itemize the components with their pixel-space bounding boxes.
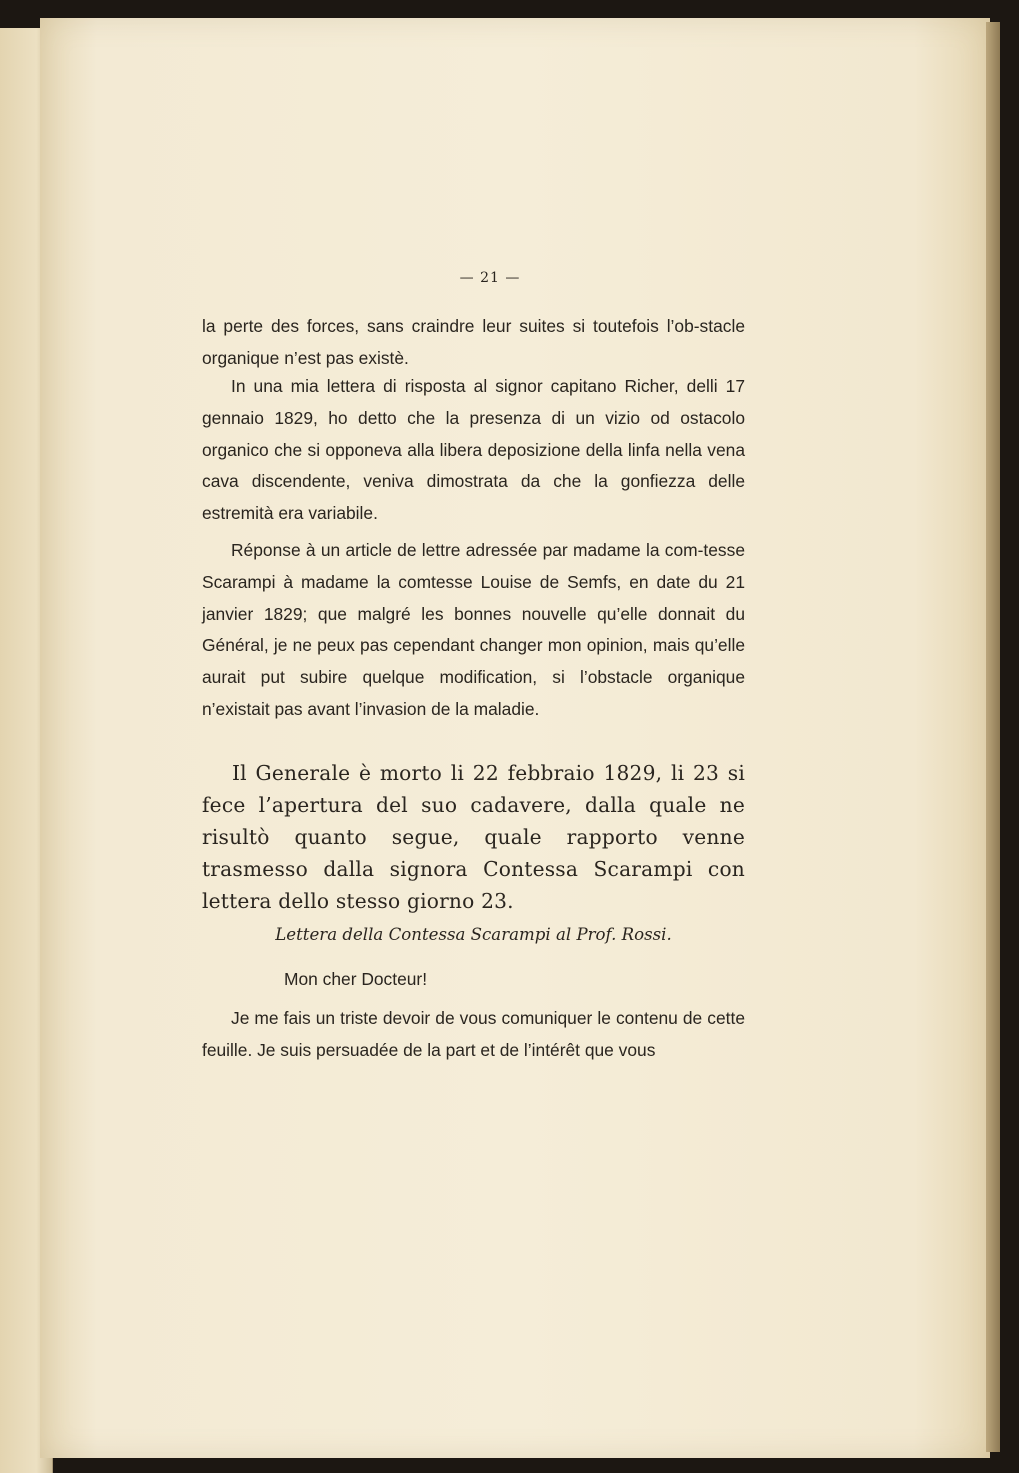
paragraph-3: Réponse à un article de lettre adressée par madame la com-tesse Scarampi à madame la comtesse Louise de Semfs, en date du 21 janvier 1829; que malgré les bonnes nouvelle qu’elle donnait du Général, je ne peux pas cependant changer mon opinion, mais qu’elle aurait put subire quelque modification, si l’obstacle organique n’existait pas avant l’invasion de la maladie. — [202, 540, 745, 719]
paragraph-5: Je me fais un triste devoir de vous comuniquer le contenu de cette feuille. Je suis persuadée de la part et de l’intérêt que vous — [202, 1008, 745, 1060]
letter-salutation: Mon cher Docteur! — [284, 969, 428, 989]
letter-body — [202, 1003, 745, 1067]
right-page-edge — [986, 22, 1000, 1452]
paragraph-2: In una mia lettera di risposta al signor capitano Richer, delli 17 gennaio 1829, ho detto che la presenza di un vizio od ostacolo organico che si opponeva alla libera deposizione della linfa nella vena cava discendente, veniva dimostrata da che la gonfiezza delle estremità era variabile. — [202, 376, 745, 524]
book-page — [40, 18, 990, 1458]
paragraph-4: Il Generale è morto li 22 febbraio 1829, li 23 si fece l’apertura del suo cadavere, dalla quale ne risultò quanto segue, quale rapporto venne trasmesso dalla signora Contessa Scarampi con lettera dello stesso giorno 23. — [202, 761, 745, 913]
paragraph-richer-letter — [202, 371, 745, 530]
paragraph-continuation — [202, 311, 745, 375]
paragraph-1: la perte des forces, sans craindre leur suites si toutefois l’ob-stacle organique n’est pas existè. — [202, 316, 745, 368]
paragraph-reponse — [202, 535, 745, 726]
letter-heading: Lettera della Contessa Scarampi al Prof. Rossi. — [275, 925, 672, 944]
page-number: — 21 — — [459, 270, 521, 286]
paragraph-death-of-general — [202, 757, 745, 917]
